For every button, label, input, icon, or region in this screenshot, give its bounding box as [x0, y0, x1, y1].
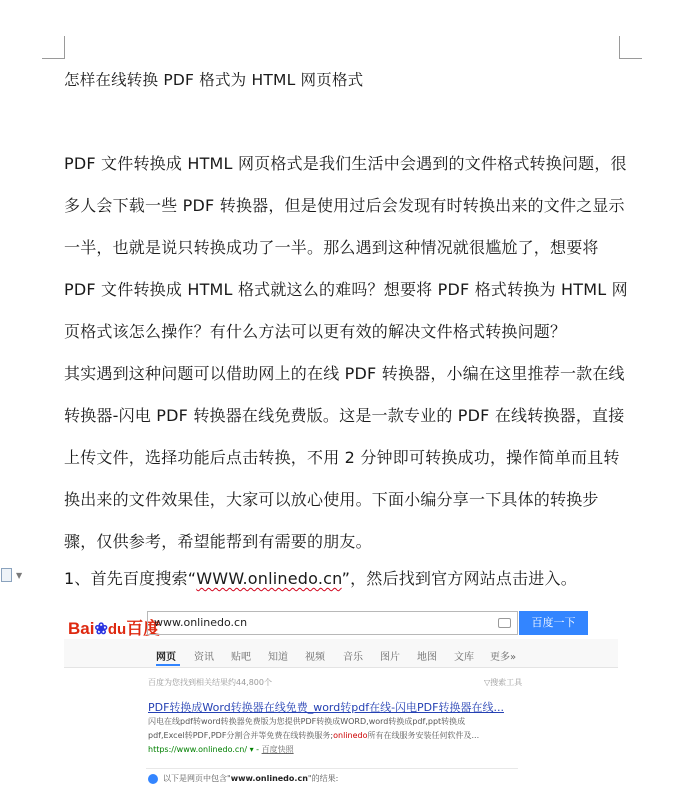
- url-dropdown-icon[interactable]: ▾: [249, 745, 254, 754]
- search-input[interactable]: [147, 611, 518, 635]
- tab-images[interactable]: 图片: [380, 652, 400, 663]
- result-count: 百度为您找到相关结果约44,800个: [148, 678, 272, 687]
- paragraph-line: 骤，仅供参考，希望能帮到有需要的朋友。: [64, 532, 372, 551]
- tab-more[interactable]: 更多»: [490, 652, 517, 663]
- page-corner-mark-top-right: [619, 36, 642, 59]
- paragraph-line: 转换器-闪电 PDF 转换器在线免费版。这是一款专业的 PDF 在线转换器，直接: [64, 406, 625, 425]
- result-url: https://www.onlinedo.cn/ ▾ - 百度快照: [148, 745, 294, 754]
- paragraph-line: 换出来的文件效果佳，大家可以放心使用。下面小编分享一下具体的转换步: [64, 490, 599, 509]
- paragraph-line: PDF 文件转换成 HTML 格式就这么的难吗？想要将 PDF 格式转换为 HTML 网: [64, 280, 628, 299]
- tab-video[interactable]: 视频: [305, 652, 325, 663]
- tab-tieba[interactable]: 贴吧: [231, 652, 251, 663]
- paragraph-line: PDF 文件转换成 HTML 网页格式是我们生活中会遇到的文件格式转换问题，很: [64, 154, 627, 173]
- embedded-screenshot: [64, 602, 618, 802]
- active-tab-indicator: [156, 664, 180, 666]
- page-corner-mark-top-left: [42, 36, 65, 59]
- result-title-link[interactable]: PDF转换成Word转换器在线免费_word转pdf在线-闪电PDF转换器在线...: [148, 701, 504, 714]
- search-input-value: www.onlinedo.cn: [154, 616, 248, 629]
- step-1-text: [64, 566, 577, 589]
- dropdown-arrow-icon: ▼: [16, 571, 23, 580]
- search-button[interactable]: 百度一下: [519, 611, 588, 635]
- tab-music[interactable]: 音乐: [343, 652, 363, 663]
- tab-news[interactable]: 资讯: [194, 652, 214, 663]
- document-title: 怎样在线转换 PDF 格式为 HTML 网页格式: [64, 71, 364, 89]
- notice-text: 以下是网页中包含"www.onlinedo.cn"的结果:: [163, 774, 339, 783]
- tab-web[interactable]: 网页: [156, 652, 176, 663]
- camera-icon[interactable]: [498, 618, 511, 628]
- paragraph-layout-icon[interactable]: [0, 568, 24, 584]
- paragraph-line: 一半，也就是说只转换成功了一半。那么遇到这种情况就很尴尬了，想要将: [64, 238, 599, 257]
- paragraph-line: 页格式该怎么操作？有什么方法可以更有效的解决文件格式转换问题？: [64, 322, 567, 341]
- step-1-suffix: ”，然后找到官方网站点击进入。: [341, 569, 577, 588]
- paragraph-line: 上传文件，选择功能后点击转换，不用 2 分钟即可转换成功，操作简单而且转: [64, 448, 620, 467]
- step-1-prefix: 1、首先百度搜索“: [64, 569, 197, 588]
- paragraph-line: 其实遇到这种问题可以借助网上的在线 PDF 转换器，小编在这里推荐一款在线: [64, 364, 625, 383]
- tab-zhidao[interactable]: 知道: [268, 652, 288, 663]
- step-1-url: WWW.onlinedo.cn: [196, 569, 342, 588]
- tab-wenku[interactable]: 文库: [454, 652, 474, 663]
- paw-icon: ❀: [94, 621, 108, 638]
- result-snippet-line: 闪电在线pdf转word转换器免费版为您提供PDF转换成WORD,word转换成pdf,ppt转换成: [148, 717, 466, 726]
- result-notice: [146, 768, 518, 789]
- paragraph-line: 多人会下载一些 PDF 转换器，但是使用过后会发现有时转换出来的文件之显示: [64, 196, 625, 215]
- baidu-logo: Bai❀du百度: [68, 619, 161, 638]
- info-icon: [148, 774, 158, 784]
- document-icon: [1, 568, 12, 582]
- search-tools-link[interactable]: ▽搜索工具: [484, 678, 523, 687]
- cache-link[interactable]: 百度快照: [261, 745, 294, 754]
- result-snippet-line: pdf,Excel转PDF,PDF分割合并等免费在线转换服务;onlinedo所有在线服务安装任何软件及...: [148, 731, 480, 740]
- tab-map[interactable]: 地图: [417, 652, 437, 663]
- search-tabs: [64, 639, 618, 668]
